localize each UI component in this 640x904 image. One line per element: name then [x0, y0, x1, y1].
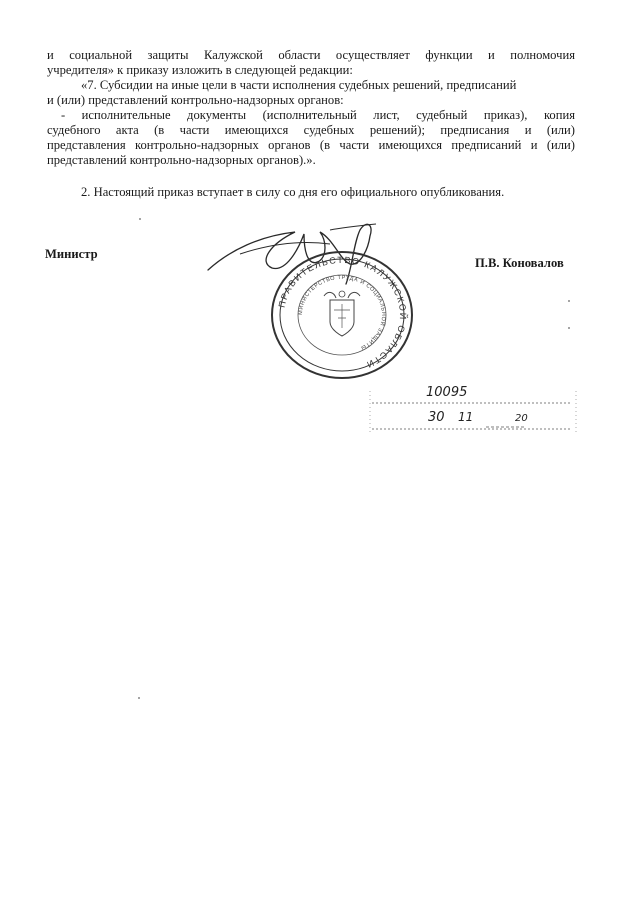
paragraph-2-line-2: и (или) представлений контрольно-надзорных органов:: [47, 93, 344, 107]
paragraph-3-line-3: представления контрольно-надзорных органов (в части имеющихся предписаний и (или): [47, 138, 575, 152]
paragraph-1-line-2: учредителя» к приказу изложить в следующей редакции:: [47, 63, 353, 77]
paragraph-2-line-1: «7. Субсидии на иные цели в части исполнения судебных решений, предписаний: [81, 78, 517, 92]
position-title: Министр: [45, 247, 98, 261]
paragraph-3-line-2: судебного акта (в части имеющихся судебных решений); предписания и (или): [47, 123, 575, 137]
paragraph-4-line-1: 2. Настоящий приказ вступает в силу со дня его официального опубликования.: [81, 185, 505, 199]
paragraph-1: [47, 48, 575, 78]
registration-day: 30: [428, 410, 445, 425]
registration-month: 11: [458, 410, 474, 424]
scan-speck: [568, 300, 570, 302]
paragraph-1-line-1: и социальной защиты Калужской области осуществляет функции и полномочия: [47, 48, 575, 62]
signer-name: П.В. Коновалов: [475, 256, 564, 270]
scan-speck: [568, 327, 570, 329]
registration-year: 20: [515, 413, 528, 424]
seal-inner-text: МИНИСТЕРСТВО ТРУДА И СОЦИАЛЬНОЙ ЗАЩИТЫ: [297, 274, 387, 351]
paragraph-3-line-1: - исполнительные документы (исполнительный лист, судебный приказ), копия: [61, 108, 575, 122]
paragraph-3: [47, 108, 575, 168]
registration-number: 10095: [426, 385, 468, 400]
paragraph-3-line-4: представлений контрольно-надзорных органов).».: [47, 153, 316, 167]
coat-of-arms-icon: [324, 291, 360, 336]
seal-outer-text: ПРАВИТЕЛЬСТВО КАЛУЖСКОЙ ОБЛАСТИ: [276, 254, 409, 371]
paragraph-4: [47, 185, 575, 200]
paragraph-2: [47, 78, 575, 108]
official-seal: [268, 248, 416, 382]
scan-speck: [139, 218, 141, 220]
scan-speck: [138, 697, 140, 699]
